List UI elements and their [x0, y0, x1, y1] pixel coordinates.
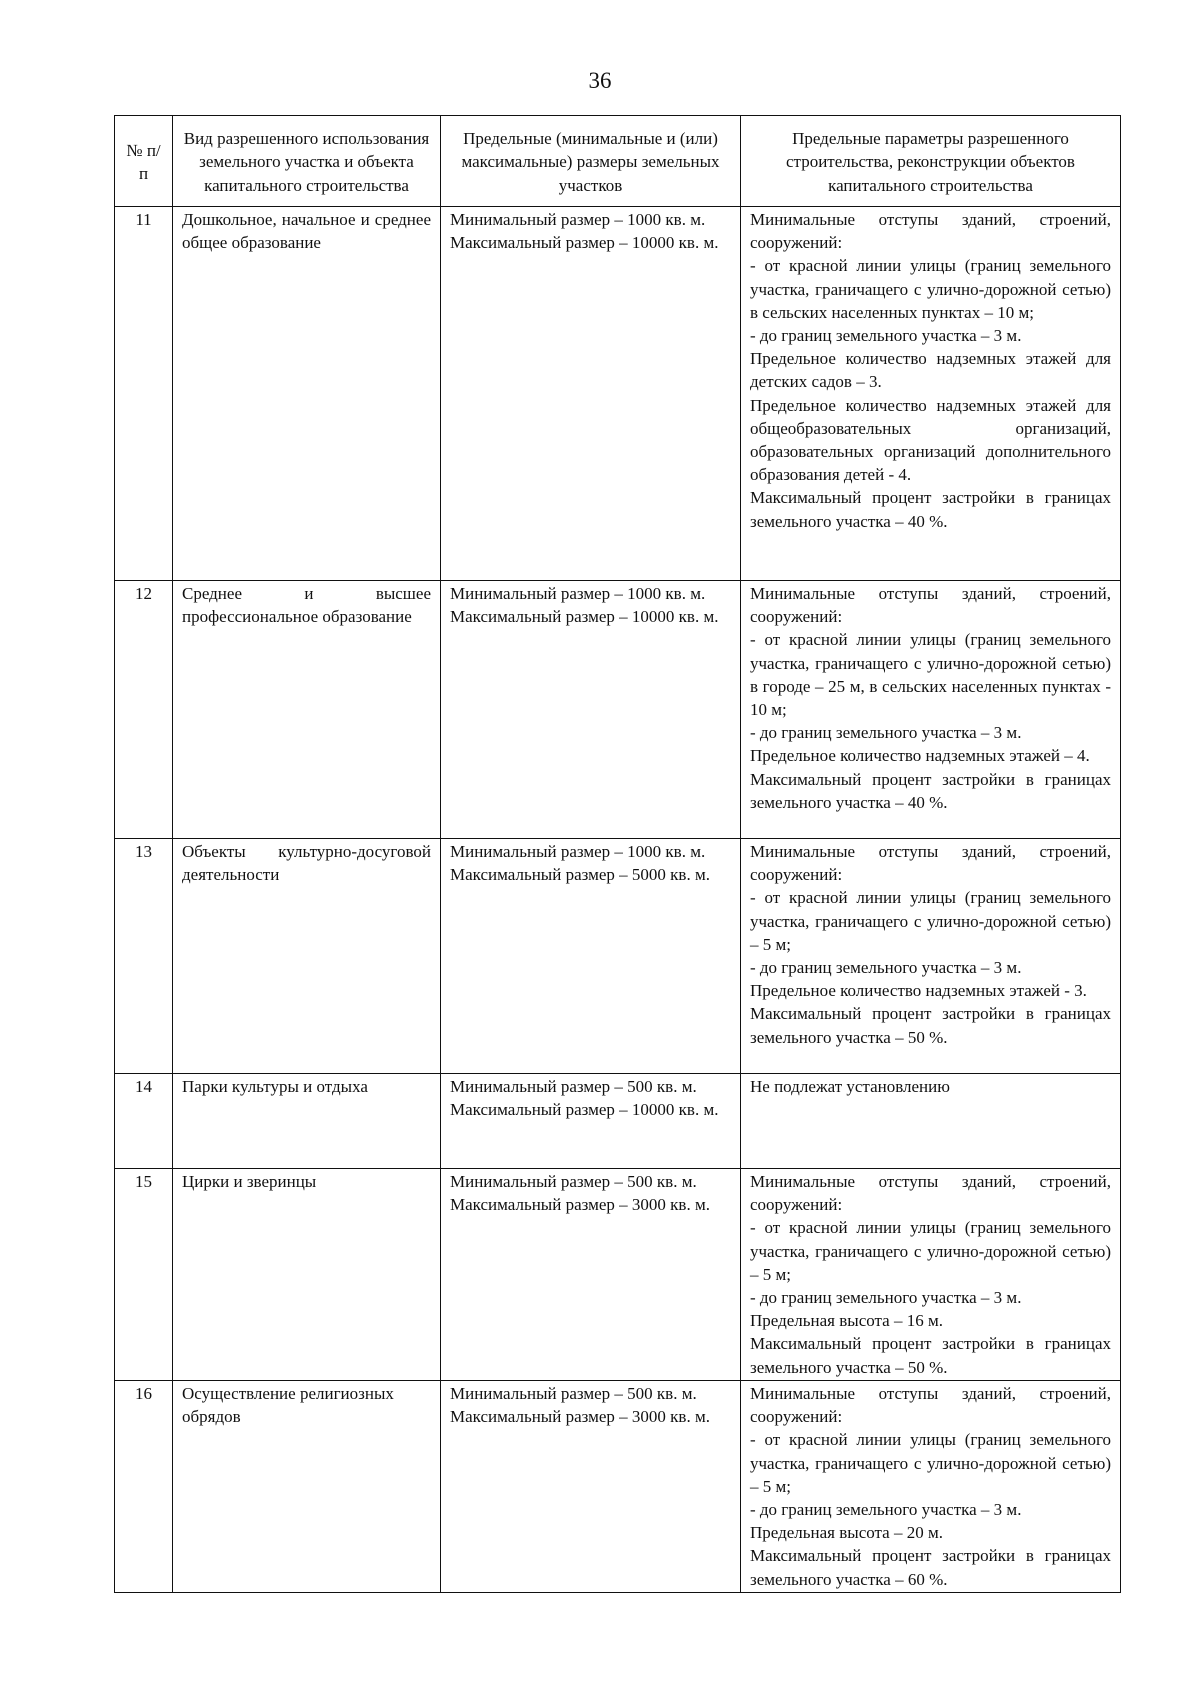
param-line: - от красной линии улицы (границ земельного участка, граничащего с улично-дорожной сетью) в городе – 25 м, в сельских населенных пунктах - 10 м; — [750, 630, 1111, 720]
size-min: Минимальный размер – 500 кв. м. — [450, 1384, 697, 1403]
row-num: 13 — [115, 839, 173, 1074]
land-use-table — [114, 115, 1121, 1593]
row-params — [741, 1381, 1121, 1593]
row-size — [441, 839, 741, 1074]
header-params: Предельные параметры разрешенного строительства, реконструкции объектов капитального строительства — [741, 116, 1121, 207]
param-line: Предельная высота – 16 м. — [750, 1311, 943, 1331]
row-num: 14 — [115, 1074, 173, 1169]
param-line: Минимальные отступы зданий, строений, сооружений: — [750, 842, 1111, 885]
size-max: Максимальный размер – 10000 кв. м. — [450, 607, 719, 627]
header-num: № п/п — [115, 116, 173, 207]
param-line: - до границ земельного участка – 3 м. — [750, 958, 1022, 978]
size-min: Минимальный размер – 1000 кв. м. — [450, 584, 706, 603]
row-size — [441, 1074, 741, 1169]
param-line: - от красной линии улицы (границ земельного участка, граничащего с улично-дорожной сетью) – 5 м; — [750, 888, 1111, 954]
param-line: - от красной линии улицы (границ земельного участка, граничащего с улично-дорожной сетью) в сельских населенных пунктах – 10 м; — [750, 256, 1111, 322]
param-line: Минимальные отступы зданий, строений, сооружений: — [750, 1384, 1111, 1427]
param-line: - от красной линии улицы (границ земельного участка, граничащего с улично-дорожной сетью) – 5 м; — [750, 1430, 1111, 1496]
param-line: - до границ земельного участка – 3 м. — [750, 326, 1022, 346]
row-params — [741, 1169, 1121, 1381]
size-min: Минимальный размер – 1000 кв. м. — [450, 842, 706, 861]
param-line: Предельное количество надземных этажей - 3. — [750, 981, 1087, 1001]
param-line: Предельная высота – 20 м. — [750, 1523, 943, 1543]
param-line: Максимальный процент застройки в границах земельного участка – 50 %. — [750, 1334, 1111, 1377]
size-max: Максимальный размер – 3000 кв. м. — [450, 1407, 710, 1427]
param-line: - до границ земельного участка – 3 м. — [750, 723, 1022, 743]
size-max: Максимальный размер – 5000 кв. м. — [450, 865, 710, 885]
table-row — [115, 581, 1121, 839]
param-line: Не подлежат установлению — [750, 1077, 950, 1096]
param-line: Максимальный процент застройки в границах земельного участка – 40 %. — [750, 769, 1111, 812]
param-line: - от красной линии улицы (границ земельного участка, граничащего с улично-дорожной сетью) – 5 м; — [750, 1218, 1111, 1284]
row-num: 12 — [115, 581, 173, 839]
param-line: Минимальные отступы зданий, строений, сооружений: — [750, 584, 1111, 627]
table-row — [115, 1381, 1121, 1593]
row-use: Дошкольное, начальное и среднее общее образование — [173, 207, 441, 581]
param-line: Минимальные отступы зданий, строений, сооружений: — [750, 1172, 1111, 1215]
table-row — [115, 1169, 1121, 1381]
page-number: 36 — [588, 68, 612, 93]
param-line: Максимальный процент застройки в границах земельного участка – 50 %. — [750, 1004, 1111, 1047]
param-line: Максимальный процент застройки в границах земельного участка – 40 %. — [750, 488, 1111, 531]
row-use: Цирки и зверинцы — [173, 1169, 441, 1381]
param-line: Минимальные отступы зданий, строений, сооружений: — [750, 210, 1111, 253]
row-use: Осуществление религиозных обрядов — [173, 1381, 441, 1593]
row-params — [741, 839, 1121, 1074]
row-num: 15 — [115, 1169, 173, 1381]
size-min: Минимальный размер – 1000 кв. м. — [450, 210, 706, 229]
row-use: Объекты культурно-досуговой деятельности — [173, 839, 441, 1074]
row-size — [441, 207, 741, 581]
param-line: Предельное количество надземных этажей для детских садов – 3. — [750, 349, 1111, 392]
param-line: Предельное количество надземных этажей – 4. — [750, 746, 1090, 766]
size-max: Максимальный размер – 10000 кв. м. — [450, 233, 719, 253]
param-line: Предельное количество надземных этажей для общеобразовательных организаций, образовательных организаций дополнительного образования детей - 4. — [750, 395, 1111, 485]
param-line: - до границ земельного участка – 3 м. — [750, 1288, 1022, 1308]
table-row — [115, 1074, 1121, 1169]
header-use: Вид разрешенного использования земельного участка и объекта капитального строительства — [173, 116, 441, 207]
row-use: Среднее и высшее профессиональное образование — [173, 581, 441, 839]
row-size — [441, 581, 741, 839]
table-row — [115, 839, 1121, 1074]
size-max: Максимальный размер – 3000 кв. м. — [450, 1195, 710, 1215]
table-row — [115, 207, 1121, 581]
size-min: Минимальный размер – 500 кв. м. — [450, 1172, 697, 1191]
param-line: - до границ земельного участка – 3 м. — [750, 1500, 1022, 1520]
row-num: 11 — [115, 207, 173, 581]
row-params — [741, 207, 1121, 581]
header-size: Предельные (минимальные и (или) максимальные) размеры земельных участков — [441, 116, 741, 207]
row-size — [441, 1169, 741, 1381]
table-header-row — [115, 116, 1121, 207]
row-num: 16 — [115, 1381, 173, 1593]
param-line: Максимальный процент застройки в границах земельного участка – 60 %. — [750, 1546, 1111, 1589]
size-min: Минимальный размер – 500 кв. м. — [450, 1077, 697, 1096]
row-params — [741, 1074, 1121, 1169]
row-size — [441, 1381, 741, 1593]
size-max: Максимальный размер – 10000 кв. м. — [450, 1100, 719, 1120]
row-use: Парки культуры и отдыха — [173, 1074, 441, 1169]
row-params — [741, 581, 1121, 839]
